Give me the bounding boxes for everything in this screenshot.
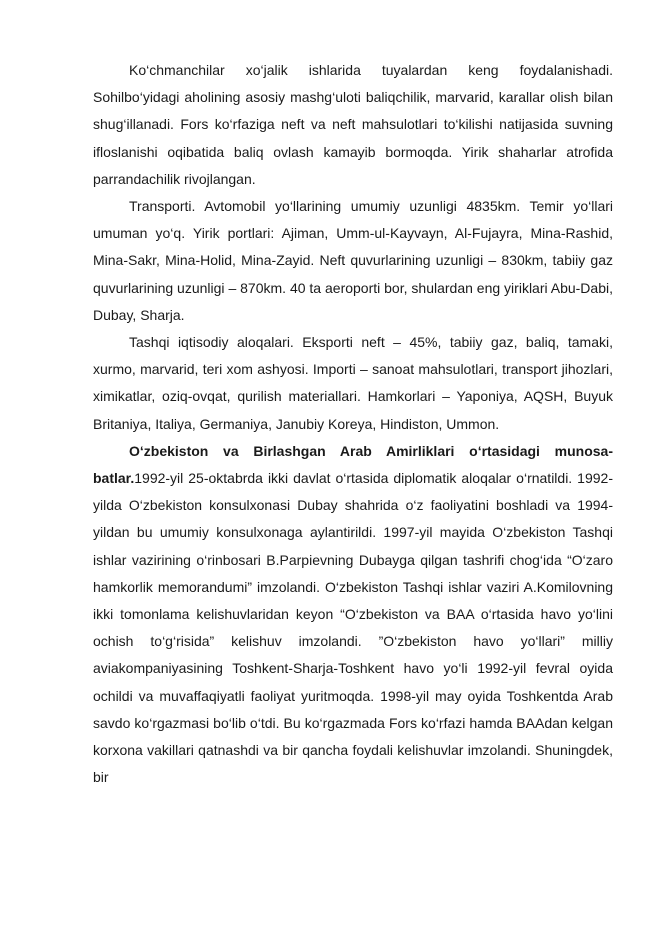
paragraph-foreign-trade [93,329,613,438]
paragraph-relations [93,438,613,792]
paragraph-economy [93,57,613,193]
section-heading-transport: Transporti. [129,198,196,215]
section-heading-foreign-trade: Tashqi iqtisodiy aloqalari. [129,334,294,351]
document-body [93,57,613,791]
section-heading-relations: O‘zbekiston va Birlashgan Arab Amirliklari o‘rtasidagi munosa-batlar. [93,442,613,487]
paragraph-text: Avtomobil yo‘llarining umumiy uzunligi 4835km. Temir yo‘llari umuman yo‘q. Yirik portlari: Ajiman, Umm-ul-Kayvayn, Al-Fujayra, Mina-Rashid, Mina-Sakr, Mina-Holid, Mina-Zayid. Neft quvurlarining uzunligi – 830km, tabiiy gaz quvurlarining uzunligi – 870km. 40 ta aeroporti bor, shulardan eng yiriklari Abu-Dabi, Dubay, Sharja. [93,198,613,323]
paragraph-transport [93,193,613,329]
paragraph-text: 1992-yil 25-oktabrda ikki davlat o‘rtasida diplomatik aloqalar o‘rnatildi. 1992-yilda O‘zbekiston konsulxonasi Dubay shahrida o‘z faoliyatini boshladi va 1994-yildan bu umumiy konsulxonaga aylantirildi. 1997-yil mayida O‘zbekiston Tashqi ishlar vazirining o‘rinbosari B.Parpievning Dubayga qilgan tashrifi chog‘ida “O‘zaro hamkorlik memorandumi” imzolandi. O‘zbekiston Tashqi ishlar vaziri A.Komilovning ikki tomonlama kelishuvlaridan keyon “O‘zbekiston va BAA o‘rtasida havo yo‘lini ochish to‘g‘risida” kelishuv imzolandi. ”O‘zbekiston havo yo‘llari” milliy aviakompaniyasining Toshkent-Sharja-Toshkent havo yo‘li 1992-yil fevral oyida ochildi va muvaffaqiyatli faoliyat yuritmoqda. 1998-yil may oyida Toshkentda Arab savdo ko‘rgazmasi bo‘lib o‘tdi. Bu ko‘rgazmada Fors ko‘rfazi hamda BAAdan kelgan korxona vakillari qatnashdi va bir qancha foydali kelishuvlar imzolandi. Shuningdek, bir [93,470,613,786]
paragraph-text: Eksporti neft – 45%, tabiiy gaz, baliq, tamaki, xurmo, marvarid, teri xom ashyosi. Importi – sanoat mahsulotlari, transport jihozlari, ximikatlar, oziq-ovqat, qurilish materiallari. Hamkorlari – Yaponiya, AQSH, Buyuk Britaniya, Italiya, Germaniya, Janubiy Koreya, Hindiston, Ummon. [93,334,614,432]
paragraph-text: Ko‘chmanchilar xo‘jalik ishlarida tuyalardan keng foydalanishadi. Sohilbo‘yidagi aholining asosiy mashg‘uloti baliqchilik, marvarid, karallar olish bilan shug‘illanadi. Fors ko‘rfaziga neft va neft mahsulotlari to‘kilishi natijasida suvning ifloslanishi oqibatida baliq ovlash kamayib bormoqda. Yirik shaharlar atrofida parrandachilik rivojlangan. [93,62,613,187]
